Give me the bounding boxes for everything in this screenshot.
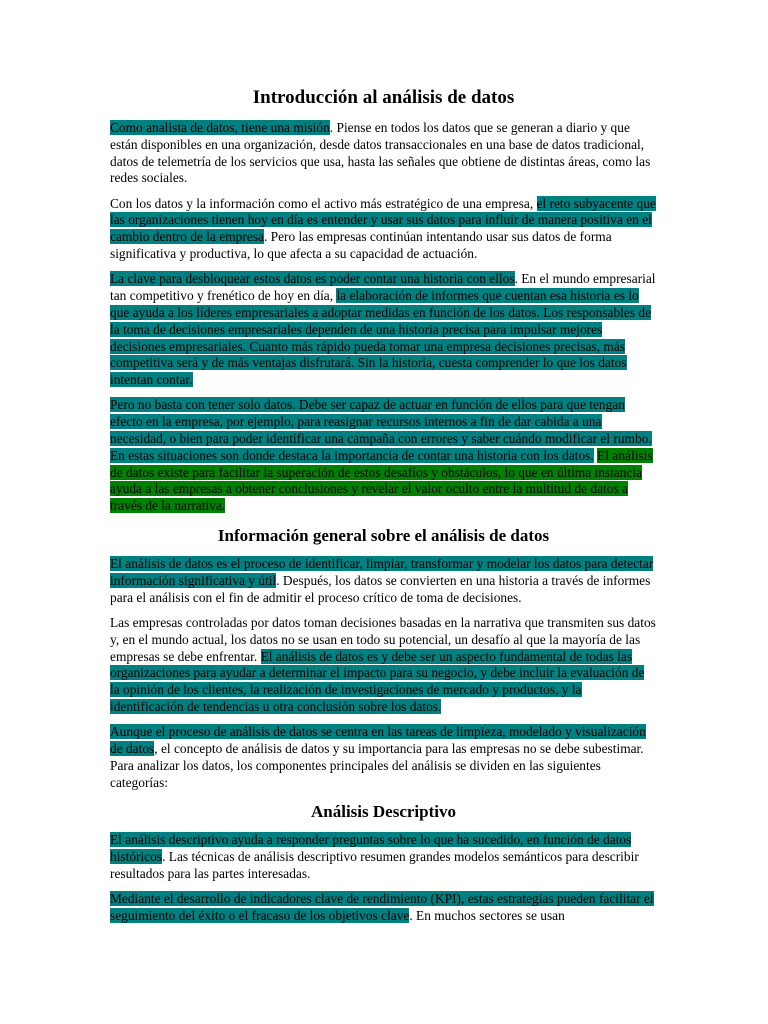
body-text: Las empresas controladas por datos toman decisiones basadas en la narrativa que transmiten sus datos y, en el mundo actual, los datos no se usan en todo su potencial, un desafío al que la mayoría de las empresas se debe enfrentar. <box>110 614 656 664</box>
body-text: . Pero las empresas continúan intentando usar sus datos de forma significativa y productiva, lo que afecta a su capacidad de actuación. <box>110 229 612 262</box>
highlighted-text: El análisis de datos es y debe ser un aspecto fundamental de todas las organizaciones para ayudar a determinar el impacto para su negocio, y debe incluir la evaluación de la opinión de los clientes, la realización de investigaciones de mercado y productos, y la identificación de tendencias u otra conclusión sobre los datos. <box>110 648 645 714</box>
paragraph-kpi <box>110 891 657 925</box>
paragraph-activo-estrategico <box>110 196 657 263</box>
paragraph-definicion <box>110 556 657 606</box>
paragraph-descriptivo <box>110 832 657 882</box>
body-text: . Piense en todos los datos que se generan a diario y que están disponibles en una organización, desde datos transaccionales en una base de datos tradicional, datos de telemetría de los servicios que usa, hasta las señales que obtiene de distintas áreas, como las redes sociales. <box>110 120 651 186</box>
highlighted-text: el reto subyacente que las organizaciones tienen hoy en día es entender y usar sus datos para influir de manera positiva en el cambio dentro de la empresa <box>110 195 656 245</box>
highlighted-text: Como analista de datos, tiene una misión <box>110 120 330 135</box>
section-heading-general: Información general sobre el análisis de datos <box>217 526 550 546</box>
highlighted-text: Aunque el proceso de análisis de datos se centra en las tareas de limpieza, modelado y visualización de datos <box>110 724 646 756</box>
paragraph-contar-historia <box>110 271 657 389</box>
page-title: Introducción al análisis de datos <box>252 87 515 108</box>
highlighted-text: El análisis descriptivo ayuda a responder preguntas sobre lo que ha sucedido, en función de datos históricos <box>110 832 632 865</box>
paragraph-actuar-datos <box>110 397 657 515</box>
body-text: , el concepto de análisis de datos y su importancia para las empresas no se debe subestimar. Para analizar los datos, los componentes principales del análisis se dividen en las siguientes categorías: <box>110 741 644 790</box>
section-heading-descriptivo: Análisis Descriptivo <box>311 802 456 822</box>
document-page <box>110 86 657 933</box>
highlighted-text: Pero no basta con tener solo datos. Debe ser capaz de actuar en función de ellos para que tengan efecto en la empresa, por ejemplo, para reasignar recursos internos a fin de dar cabida a una necesidad, o bien para poder identificar una campaña con errores y saber cuándo modificar el rumbo. En estas situaciones son donde destaca la importancia de contar una historia con los datos. <box>110 397 652 463</box>
body-text: . Después, los datos se convierten en una historia a través de informes para el análisis con el fin de admitir el proceso crítico de toma de decisiones. <box>110 572 651 605</box>
highlighted-text: Mediante el desarrollo de indicadores clave de rendimiento (KPI), estas estrategias pueden facilitar el seguimiento del éxito o el fracaso de los objetivos clave <box>110 891 654 924</box>
paragraph-proceso-analisis <box>110 724 657 791</box>
highlighted-text: El análisis de datos es el proceso de identificar, limpiar, transformar y modelar los datos para detectar información significativa y útil <box>110 556 654 588</box>
highlighted-text: la elaboración de informes que cuentan esa historia es lo que ayuda a los líderes empresariales a adoptar medidas en función de los datos. Los responsables de la toma de decisiones empresariales dependen de una historia precisa para impulsar mejores decisiones empresariales. Cuanto más rápido pueda tomar una empresa decisiones precisas, más competitiva será y de más ventajas disfrutará. Sin la historia, cuesta comprender lo que los datos intentan contar. <box>110 288 652 388</box>
body-text: . Las técnicas de análisis descriptivo resumen grandes modelos semánticos para describir resultados para las partes interesadas. <box>110 849 639 881</box>
body-text: . En el mundo empresarial tan competitivo y frenético de hoy en día, <box>110 271 656 304</box>
body-text: Con los datos y la información como el activo más estratégico de una empresa, <box>110 195 537 211</box>
body-text: . En muchos sectores se usan <box>409 908 565 924</box>
paragraph-empresas-controladas <box>110 615 657 716</box>
paragraph-mision <box>110 120 657 187</box>
highlighted-text: La clave para desbloquear estos datos es poder contar una historia con ellos <box>110 271 515 287</box>
highlighted-text-green: El análisis de datos existe para facilitar la superación de estos desafíos y obstáculos, lo que en última instancia ayuda a las empresas a obtener conclusiones y revelar el valor oculto entre la multitud de datos a través de la narrativa. <box>110 447 653 514</box>
